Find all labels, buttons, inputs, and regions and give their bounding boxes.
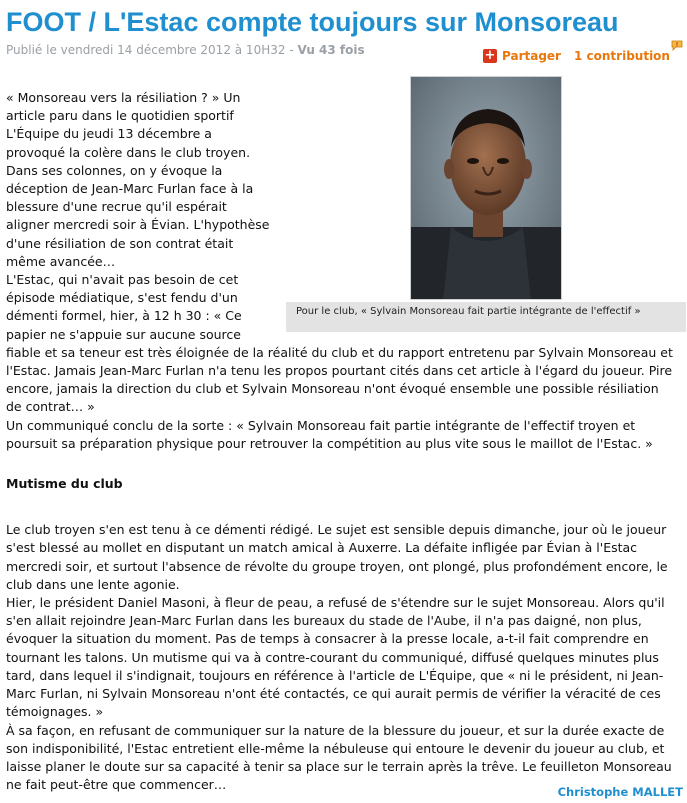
article-author: Christophe MALLET bbox=[557, 785, 683, 799]
figure-space bbox=[274, 89, 676, 339]
article-meta bbox=[6, 42, 365, 58]
section-subheading: Mutisme du club bbox=[6, 476, 123, 492]
paragraph: L'Estac, qui n'avait pas besoin de cet épisode médiatique, s'est fendu d'un démenti formel, hier, à 12 h 30 : « Ce papier ne s'appuie sur aucune source fiable et sa teneur est très éloignée de la réalité du club et du rapport entretenu par Sylvain Monsoreau et l'Estac. Jamais Jean-Marc Furlan n'a tenu les propos pourtant cités dans cet article à l'égard du joueur. Pire encore, jamais la direction du club et Sylvain Monsoreau n'ont évoqué ensemble une possible résiliation de contrat… » bbox=[6, 272, 673, 415]
paragraph: « Monsoreau vers la résiliation ? » Un article paru dans le quotidien sportif L'Équipe du jeudi 13 décembre a provoqué la colère dans le club troyen. Dans ses colonnes, on y évoque la déception de Jean-Marc Furlan face à la blessure d'une recrue qu'il espérait aligner mercredi soir à Évian. L'hypothèse d'une résiliation de son contrat était même avancée… bbox=[6, 90, 270, 269]
paragraph-gap bbox=[6, 493, 676, 521]
plus-icon: + bbox=[484, 48, 496, 63]
share-button[interactable] bbox=[483, 49, 561, 63]
paragraph: Le club troyen s'en est tenu à ce démenti rédigé. Le sujet est sensible depuis dimanche, jour où le joueur s'est blessé au mollet en disputant un match amical à Auxerre. La défaite infligée par Évian à l'Estac mercredi soir, et surtout l'absence de révolte du groupe troyen, ont plongé, plus profondément encore, le club dans une lente agonie. bbox=[6, 522, 668, 592]
view-count: Vu 43 fois bbox=[297, 43, 365, 57]
article-title: FOOT / L'Estac compte toujours sur Monsoreau bbox=[6, 7, 619, 37]
paragraph-gap bbox=[6, 453, 676, 475]
photo-caption: Pour le club, « Sylvain Monsoreau fait partie intégrante de l'effectif » bbox=[286, 302, 686, 332]
paragraph: Un communiqué conclu de la sorte : « Sylvain Monsoreau fait partie intégrante de l'effectif troyen et poursuit sa préparation physique pour retrouver la compétition au plus vite sous le maillot de l'Estac. » bbox=[6, 417, 653, 451]
speech-bubble-icon[interactable] bbox=[671, 40, 683, 51]
paragraph: À sa façon, en refusant de communiquer sur la nature de la blessure du joueur, et sur la durée exacte de son indisponibilité, l'Estac entretient elle-même la nébuleuse qui entoure le devenir du joueur au club, et laisse planer le doute sur sa capacité à tenir sa place sur le terrain après la trêve. Le feuilleton Monsoreau ne fait peut-être que commencer… bbox=[6, 722, 672, 793]
paragraph: Hier, le président Daniel Masoni, à fleur de peau, a refusé de s'étendre sur le sujet Monsoreau. Alors qu'il s'en allait rejoindre Jean-Marc Furlan dans les bureaux du stade de l'Aube, il n'a pas daigné, non plus, évoquer la situation du moment. Pas de temps à consacrer à la presse locale, a-t-il fait comprendre en tournant les talons. Un mutisme qui va à contre-courant du communiqué, diffusé quelques minutes plus tard, dans lequel il s'indignait, toujours en référence à l'article de L'Équipe, que « ni le président, ni Jean-Marc Furlan, ni Sylvain Monsoreau n'ont été contactés, ce qui aurait permis de vérifier la véracité de ces témoignages. » bbox=[6, 595, 665, 720]
share-label: Partager bbox=[502, 49, 561, 63]
contributions-link[interactable]: 1 contribution bbox=[574, 49, 670, 63]
publish-date: Publié le vendredi 14 décembre 2012 à 10H32 bbox=[6, 43, 286, 57]
article-body bbox=[6, 89, 676, 794]
meta-separator: - bbox=[285, 43, 298, 57]
